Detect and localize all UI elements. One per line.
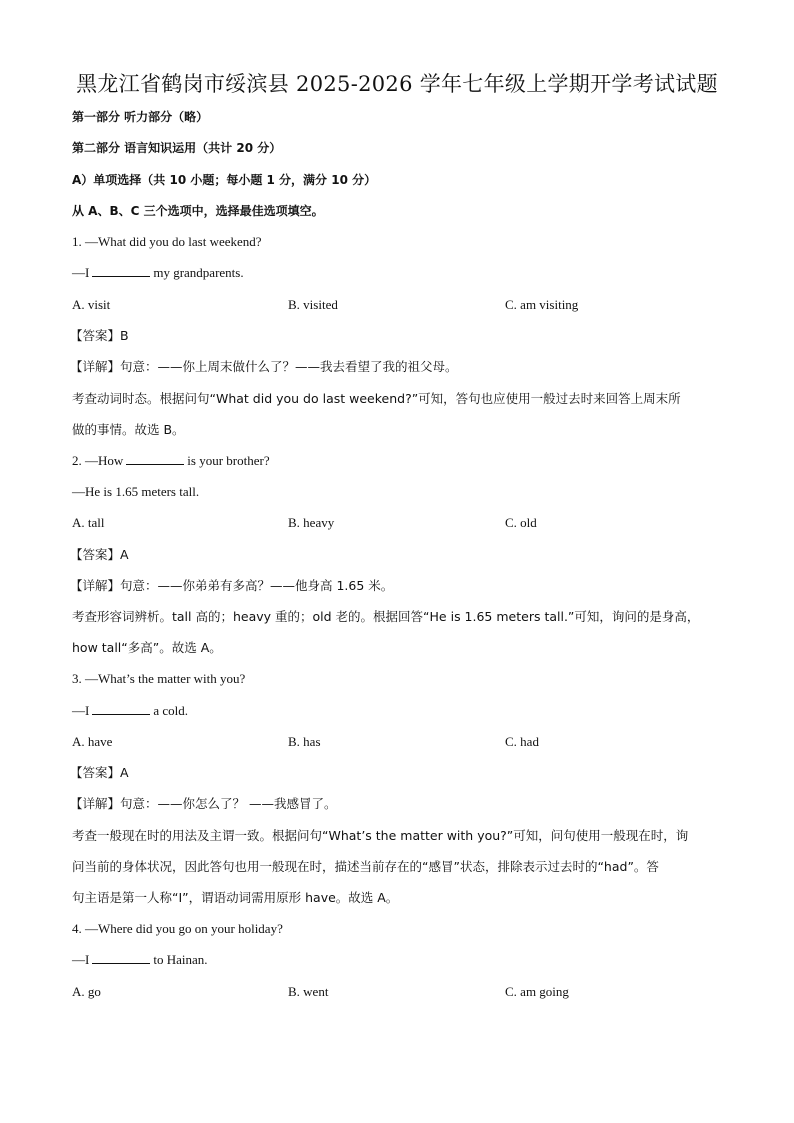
question-3-explanation-3: 句主语是第一人称“I”，谓语动词需用原形 have。故选 A。 — [72, 890, 399, 905]
question-3-answer-post: a cold. — [153, 703, 188, 718]
question-1-detail: 【详解】句意：——你上周末做什么了？——我去看望了我的祖父母。 — [70, 359, 458, 374]
question-4-option-b: B. went — [288, 984, 329, 999]
question-4-blank — [92, 951, 150, 964]
question-3-detail: 【详解】句意：——你怎么了？ ——我感冒了。 — [70, 796, 337, 811]
question-4-prompt: 4. —Where did you go on your holiday? — [72, 921, 283, 936]
question-2-blank — [126, 452, 184, 465]
question-1-option-b: B. visited — [288, 297, 338, 312]
question-2-option-b: B. heavy — [288, 515, 335, 530]
question-2-prompt-pre: 2. —How — [72, 453, 124, 468]
question-3-explanation-2: 问当前的身体状况，因此答句也用一般现在时，描述当前存在的“感冒”状态，排除表示过去时的“had”。答 — [72, 859, 659, 874]
question-1-option-a: A. visit — [72, 297, 111, 312]
section-1-heading: 第一部分 听力部分（略） — [72, 110, 209, 124]
question-2-detail: 【详解】句意：——你弟弟有多高？——他身高 1.65 米。 — [70, 578, 394, 593]
question-4-answer-line — [72, 950, 208, 970]
question-2-explanation-1: 考查形容词辨析。tall 高的；heavy 重的；old 老的。根据回答“He is 1.65 meters tall.”可知，询问的是身高， — [72, 609, 700, 624]
question-2-answer-key: 【答案】A — [70, 547, 129, 562]
question-3-option-b: B. has — [288, 734, 321, 749]
question-4-option-a: A. go — [72, 984, 101, 999]
question-3-explanation-1: 考查一般现在时的用法及主谓一致。根据问句“What’s the matter with you?”可知，问句使用一般现在时，询 — [72, 828, 689, 843]
question-1-blank — [92, 264, 150, 277]
question-2-prompt — [72, 451, 270, 471]
question-4-option-c: C. am going — [505, 984, 569, 999]
question-1-answer-post: my grandparents. — [153, 265, 244, 280]
question-3-answer-line — [72, 701, 188, 721]
question-3-answer-pre: —I — [72, 703, 90, 718]
question-1-option-c: C. am visiting — [505, 297, 579, 312]
question-3-option-a: A. have — [72, 734, 113, 749]
question-2-explanation-2: how tall“多高”。故选 A。 — [72, 640, 222, 655]
question-2-prompt-post: is your brother? — [187, 453, 270, 468]
question-1-answer-line — [72, 263, 244, 283]
question-3-blank — [92, 702, 150, 715]
question-1-prompt: 1. —What did you do last weekend? — [72, 234, 262, 249]
question-3-answer-key: 【答案】A — [70, 765, 129, 780]
part-a-heading: A）单项选择（共 10 小题；每小题 1 分，满分 10 分） — [72, 173, 377, 187]
instruction: 从 A、B、C 三个选项中，选择最佳选项填空。 — [72, 204, 324, 218]
question-1-answer-key: 【答案】B — [70, 328, 129, 343]
question-4-answer-post: to Hainan. — [153, 952, 208, 967]
question-2-answer-line: —He is 1.65 meters tall. — [72, 484, 200, 499]
question-1-explanation-2: 做的事情。故选 B。 — [72, 422, 185, 437]
question-2-option-a: A. tall — [72, 515, 105, 530]
question-1-answer-pre: —I — [72, 265, 90, 280]
page-title: 黑龙江省鹤岗市绥滨县 2025-2026 学年七年级上学期开学考试试题 — [76, 72, 718, 96]
question-2-option-c: C. old — [505, 515, 537, 530]
question-3-prompt: 3. —What’s the matter with you? — [72, 671, 246, 686]
question-4-answer-pre: —I — [72, 952, 90, 967]
question-1-explanation-1: 考查动词时态。根据问句“What did you do last weekend?”可知，答句也应使用一般过去时来回答上周末所 — [72, 391, 681, 406]
section-2-heading: 第二部分 语言知识运用（共计 20 分） — [72, 141, 282, 155]
question-3-option-c: C. had — [505, 734, 539, 749]
